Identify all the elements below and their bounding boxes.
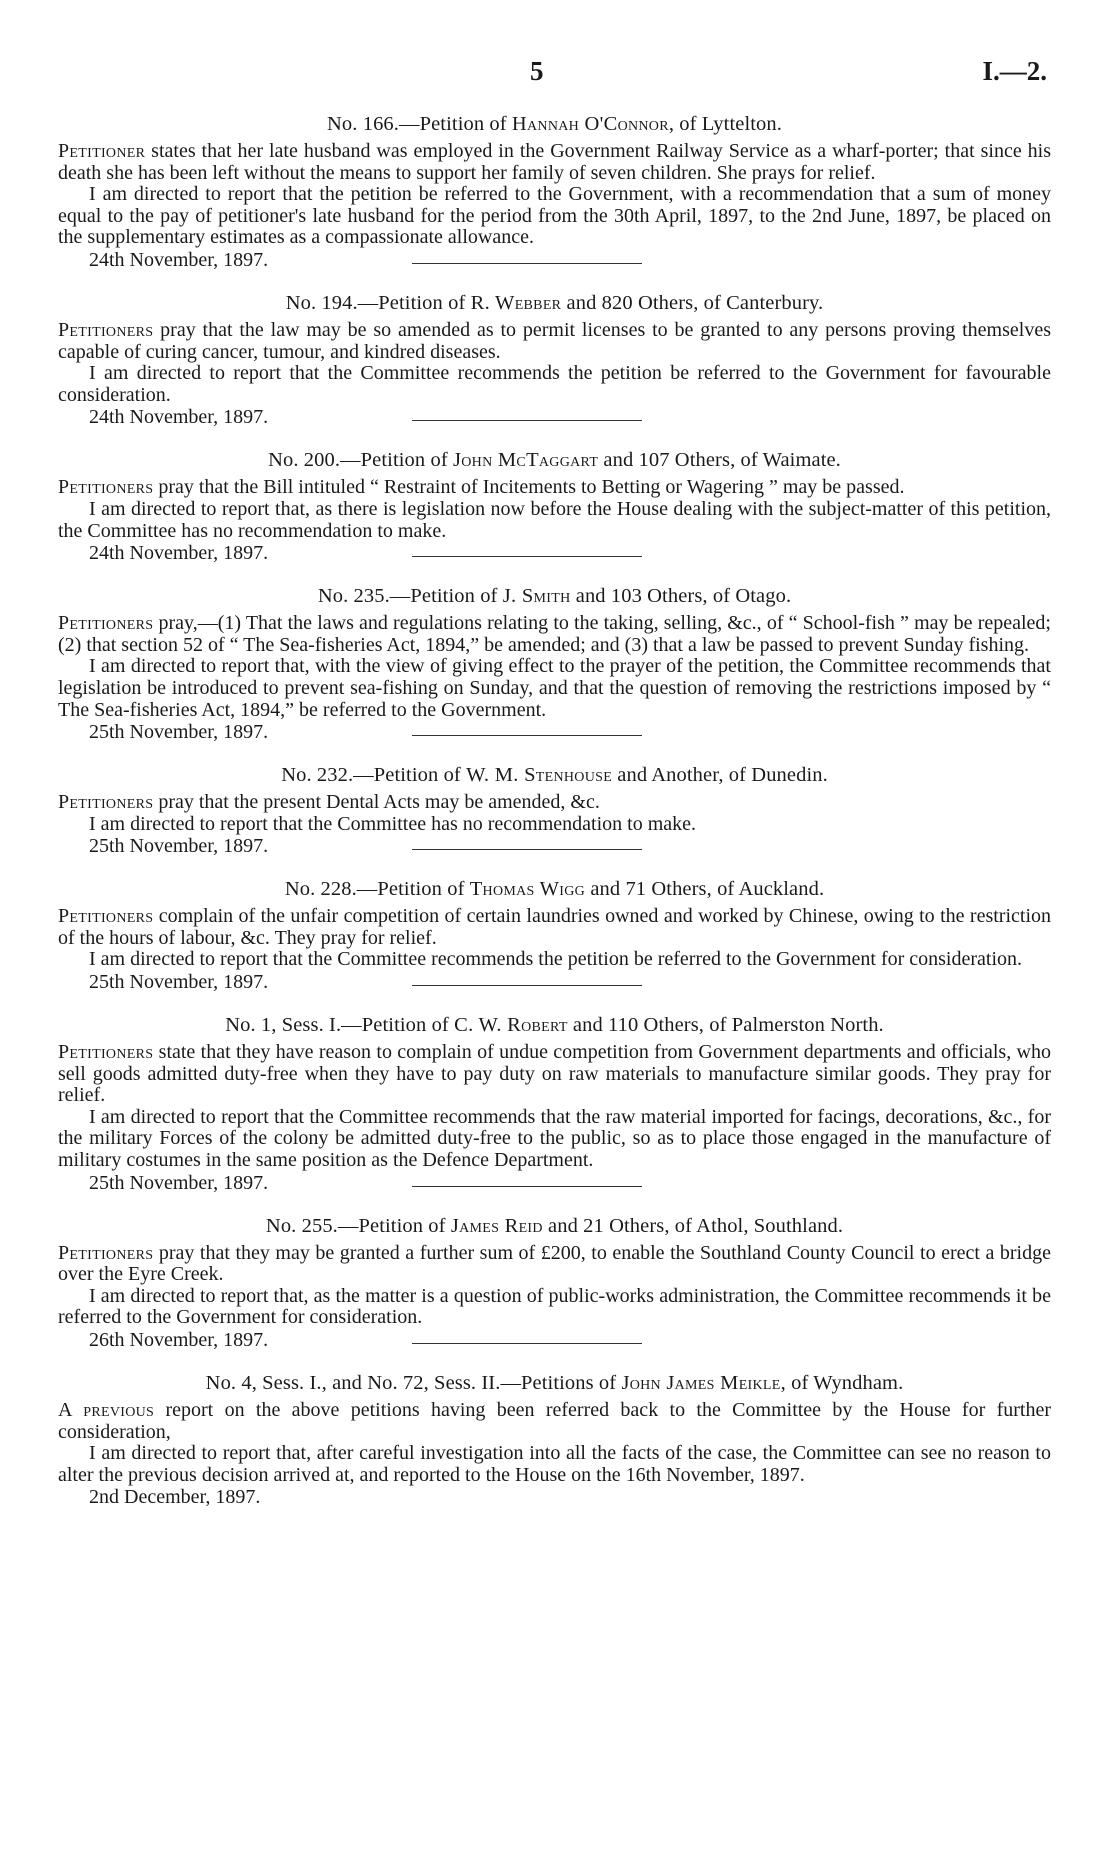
report-date: 25th November, 1897.	[89, 971, 269, 994]
petition-title	[58, 292, 1051, 314]
lead-word: A previous	[58, 1399, 155, 1421]
lead-word: Petitioners	[58, 318, 154, 341]
petitioner-name: John James Meikle	[621, 1372, 781, 1394]
summary-text: pray,—(1) That the laws and regulations relating to the taking, selling, &c., of “ School-fish ” may be repealed; (2) that section 52 of “ The Sea-fisheries Act, 1894,” be amended; and (3) that a law be passed to prevent Sunday fishing.	[58, 612, 1051, 656]
lead-word: Petitioners	[58, 1241, 154, 1264]
petitioner-name: R. Webber	[470, 291, 562, 314]
petition-entry	[58, 585, 1051, 744]
petition-summary	[58, 1243, 1051, 1286]
lead-word: Petitioners	[58, 905, 154, 928]
summary-text: pray that the present Dental Acts may be amended, &c.	[153, 791, 600, 814]
title-prefix: No. 232.—Petition of	[281, 764, 467, 787]
petition-title	[58, 113, 1051, 135]
petitioner-name: J. Smith	[502, 585, 571, 608]
title-suffix: and 103 Others, of Otago.	[570, 585, 792, 608]
committee-report: I am directed to report that the Committee recommends that the raw material imported for facings, decorations, &c., for the military Forces of the colony be admitted duty-free to the public, so as to place those engaged in the manufacture of military costumes in the same position as the Defence Department.	[58, 1105, 1051, 1172]
petition-title	[58, 1014, 1051, 1036]
petition-entry	[58, 878, 1051, 994]
title-prefix: No. 194.—Petition of	[285, 291, 471, 314]
petition-summary	[58, 1400, 1051, 1443]
committee-report: I am directed to report that the Committee recommends the petition be referred to the Government for consideration.	[89, 948, 1023, 971]
title-prefix: No. 166.—Petition of	[327, 113, 512, 135]
summary-text: pray that they may be granted a further sum of £200, to enable the Southland County Council to erect a bridge over the Eyre Creek.	[58, 1241, 1051, 1286]
report-date: 25th November, 1897.	[89, 835, 269, 858]
title-suffix: , of Lyttelton.	[668, 113, 782, 135]
petition-summary	[58, 320, 1051, 363]
summary-text: complain of the unfair competition of certain laundries owned and worked by Chinese, owing to the restriction of the hours of labour, &c. They pray for relief.	[58, 905, 1051, 949]
summary-text: report on the above petitions having been referred back to the Committee by the House for further consideration,	[58, 1399, 1052, 1443]
petitioner-name: John McTaggart	[452, 449, 599, 472]
committee-report: I am directed to report that the Committee recommends the petition be referred to the Government for favourable consideration.	[58, 362, 1051, 406]
committee-report: I am directed to report that, as there is legislation now before the House dealing with the subject-matter of this petition, the Committee has no recommendation to make.	[58, 497, 1051, 542]
title-suffix: and 110 Others, of Palmerston North.	[567, 1014, 884, 1037]
report-date: 26th November, 1897.	[89, 1329, 269, 1351]
petition-entry	[58, 1214, 1051, 1351]
report-date: 24th November, 1897.	[89, 542, 269, 565]
summary-text: pray that the law may be so amended as to permit licenses to be granted to any persons proving themselves capable of curing cancer, tumour, and kindred diseases.	[58, 318, 1051, 363]
petition-title	[58, 585, 1051, 607]
document-reference: I.—2.	[982, 56, 1047, 86]
petition-summary	[58, 906, 1051, 949]
petition-summary	[58, 1042, 1051, 1107]
petition-entry	[58, 1372, 1051, 1508]
petitioner-name: James Reid	[450, 1214, 543, 1237]
summary-text: states that her late husband was employed in the Government Railway Service as a wharf-porter; that since his death she has been left without the means to support her family of seven children. She prays for relief.	[58, 140, 1051, 184]
petition-entry	[58, 113, 1051, 271]
petition-entry	[58, 449, 1051, 565]
title-suffix: and 107 Others, of Waimate.	[598, 449, 841, 472]
title-suffix: and 21 Others, of Athol, Southland.	[542, 1214, 844, 1237]
lead-word: Petitioners	[58, 1041, 154, 1064]
page-header	[0, 56, 1114, 96]
petition-summary	[58, 792, 1051, 814]
committee-report: I am directed to report that the Committee has no recommendation to make.	[89, 812, 697, 835]
petition-report-list	[58, 113, 1051, 1508]
report-date: 24th November, 1897.	[89, 248, 269, 271]
petition-title	[58, 1215, 1051, 1237]
petitioner-name: W. M. Stenhouse	[466, 764, 613, 787]
page-number: 5	[530, 56, 544, 86]
petitioner-name: Hannah O'Connor	[511, 113, 669, 135]
report-date: 2nd December, 1897.	[89, 1486, 261, 1509]
report-date: 25th November, 1897.	[89, 721, 269, 744]
title-prefix: No. 228.—Petition of	[284, 878, 470, 901]
petition-title	[58, 1372, 1051, 1394]
petition-entry	[58, 291, 1051, 429]
title-suffix: and 71 Others, of Auckland.	[585, 878, 825, 901]
petition-entry	[58, 1014, 1051, 1194]
summary-text: state that they have reason to complain of undue competition from Government departments and officials, who sell goods admitted duty-free when they have to pay duty on raw materials to manufacture similar goods. They pray for relief.	[58, 1041, 1051, 1107]
committee-report: I am directed to report that, with the view of giving effect to the prayer of the petition, the Committee recommends that legislation be introduced to prevent sea-fishing on Sunday, and that the question of removing the restrictions imposed by “ The Sea-fisheries Act, 1894,” be referred to the Government.	[58, 655, 1051, 721]
title-prefix: No. 1, Sess. I.—Petition of	[225, 1014, 455, 1037]
title-suffix: and Another, of Dunedin.	[612, 764, 828, 787]
committee-report: I am directed to report that the petition be referred to the Government, with a recommendation that a sum of money equal to the pay of petitioner's late husband for the period from the 30th April, 1897, to the 2nd June, 1897, be placed on the supplementary estimates as a compassionate allowance.	[58, 183, 1051, 249]
petition-entry	[58, 764, 1051, 858]
title-suffix: and 820 Others, of Canterbury.	[561, 291, 824, 314]
petitioner-name: Thomas Wigg	[469, 878, 586, 901]
petition-summary	[58, 613, 1051, 656]
lead-word: Petitioner	[58, 140, 146, 162]
lead-word: Petitioners	[58, 476, 154, 499]
petition-title	[58, 449, 1051, 471]
petition-title	[58, 764, 1051, 786]
committee-report: I am directed to report that, as the matter is a question of public-works administration, the Committee recommends it be referred to the Government for consideration.	[58, 1284, 1051, 1329]
title-prefix: No. 235.—Petition of	[317, 585, 503, 608]
petition-summary	[58, 477, 1051, 499]
petition-summary	[58, 141, 1051, 184]
petitioner-name: C. W. Robert	[454, 1014, 568, 1037]
title-prefix: No. 4, Sess. I., and No. 72, Sess. II.—Petitions of	[205, 1372, 622, 1394]
title-prefix: No. 255.—Petition of	[265, 1214, 451, 1237]
title-prefix: No. 200.—Petition of	[268, 449, 453, 472]
petition-title	[58, 878, 1051, 900]
title-suffix: , of Wyndham.	[780, 1372, 904, 1394]
lead-word: Petitioners	[58, 791, 154, 814]
committee-report: I am directed to report that, after careful investigation into all the facts of the case, the Committee can see no reason to alter the previous decision arrived at, and reported to the House on the 16th November, 1897.	[58, 1442, 1051, 1486]
report-date: 25th November, 1897.	[89, 1171, 269, 1194]
report-date: 24th November, 1897.	[89, 406, 269, 429]
summary-text: pray that the Bill intituled “ Restraint of Incitements to Betting or Wagering ” may be passed.	[153, 476, 905, 499]
lead-word: Petitioners	[58, 612, 154, 635]
